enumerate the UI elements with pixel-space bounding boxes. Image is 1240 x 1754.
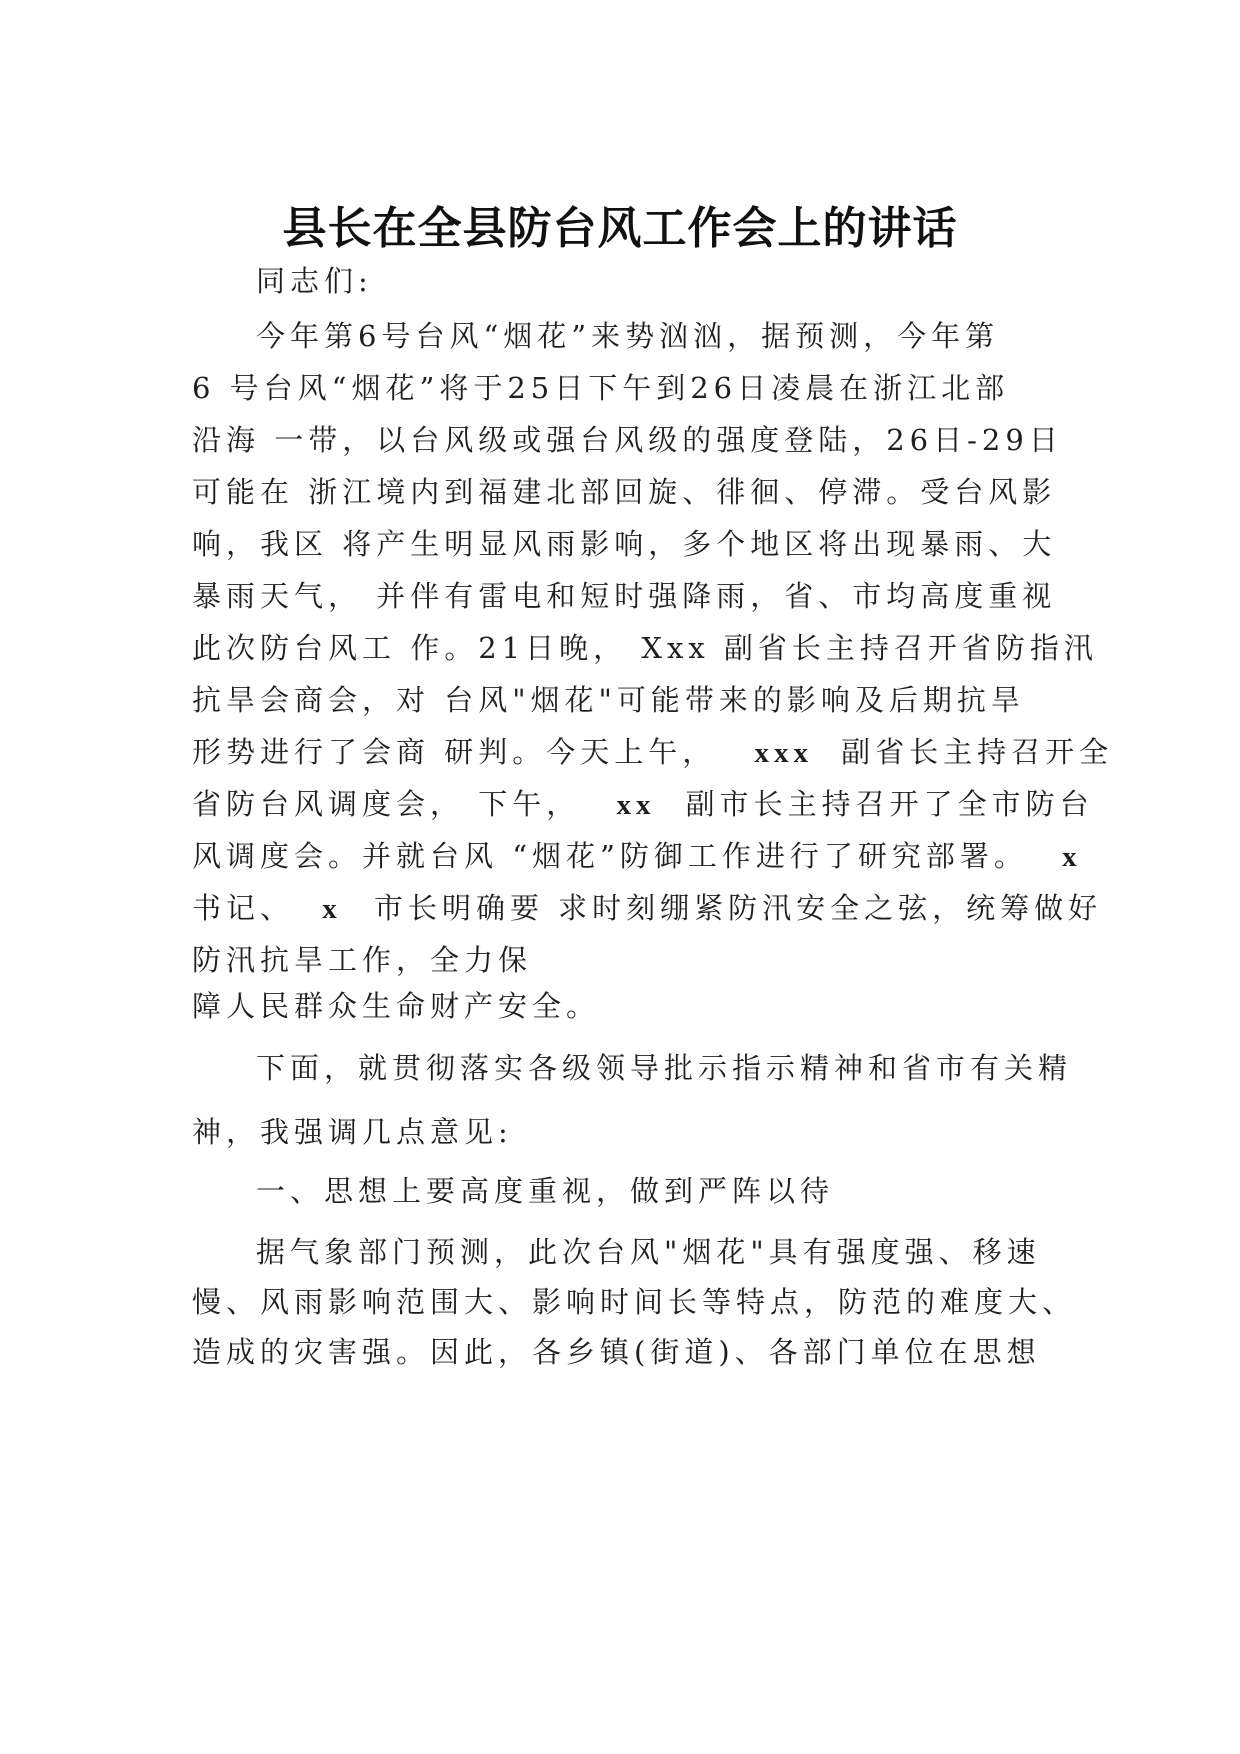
paragraph-1-line-7: 此次防台风工 作。21日晚， Xxx 副省长主持召开省防指汛 bbox=[192, 631, 1098, 665]
paragraph-1-line-1: 今年第6号台风“烟花”来势汹汹，据预测，今年第 bbox=[256, 319, 1000, 353]
redacted-name: x bbox=[322, 893, 342, 925]
paragraph-1-line-2: 6 号台风“烟花”将于25日下午到26日凌晨在浙江北部 bbox=[192, 371, 1010, 405]
paragraph-2-line-2: 神，我强调几点意见: bbox=[192, 1115, 513, 1149]
salutation: 同志们: bbox=[256, 264, 373, 298]
paragraph-1-line-6: 暴雨天气， 并伴有雷电和短时强降雨，省、市均高度重视 bbox=[192, 579, 1057, 613]
paragraph-1-line-9 bbox=[192, 730, 1113, 771]
paragraph-1-line-14: 障人民群众生命财产安全。 bbox=[192, 989, 601, 1023]
paragraph-1-line-5: 响，我区 将产生明显风雨影响，多个地区将出现暴雨、大 bbox=[192, 527, 1057, 561]
section-heading-1: 一、思想上要高度重视，做到严阵以待 bbox=[256, 1174, 835, 1208]
line-text: 形势进行了会商 研判。今天上午， bbox=[192, 735, 717, 769]
paragraph-1-line-10 bbox=[192, 782, 1094, 823]
paragraph-3-line-2: 慢、风雨影响范围大、影响时间长等特点，防范的难度大、 bbox=[192, 1285, 1077, 1319]
line-text: 市长明确要 求时刻绷紧防汛安全之弦，统筹做好 bbox=[373, 891, 1103, 925]
line-text: 副省长主持召开全 bbox=[841, 735, 1114, 769]
line-text: 副市长主持召开了全市防台 bbox=[685, 787, 1094, 821]
document-title: 县长在全县防台风工作会上的讲话 bbox=[282, 203, 958, 254]
line-text: 省防台风调度会， 下午， bbox=[192, 787, 581, 821]
paragraph-2-line-1: 下面，就贯彻落实各级领导批示指示精神和省市有关精 bbox=[256, 1051, 1073, 1085]
paragraph-3-line-1: 据气象部门预测，此次台风"烟花"具有强度强、移速 bbox=[256, 1235, 1041, 1269]
redacted-name: x bbox=[1062, 841, 1082, 873]
paragraph-1-line-3: 沿海 一带，以台风级或强台风级的强度登陆，26日-29日 bbox=[192, 423, 1063, 457]
paragraph-1-line-13: 防汛抗旱工作，全力保 bbox=[192, 943, 533, 977]
redacted-name: xxx bbox=[754, 737, 813, 769]
paragraph-3-line-3: 造成的灾害强。因此，各乡镇(街道)、各部门单位在思想 bbox=[192, 1335, 1041, 1369]
redacted-name: xx bbox=[616, 789, 656, 821]
line-text: 风调度会。并就台风 “烟花”防御工作进行了研究部署。 bbox=[192, 839, 1028, 873]
line-text: 书记、 bbox=[192, 891, 295, 925]
paragraph-1-line-11 bbox=[192, 834, 1082, 875]
paragraph-1-line-12 bbox=[192, 886, 1102, 927]
paragraph-1-line-4: 可能在 浙江境内到福建北部回旋、徘徊、停滞。受台风影 bbox=[192, 475, 1057, 509]
paragraph-1-line-8: 抗旱会商会，对 台风"烟花"可能带来的影响及后期抗旱 bbox=[192, 683, 1025, 717]
